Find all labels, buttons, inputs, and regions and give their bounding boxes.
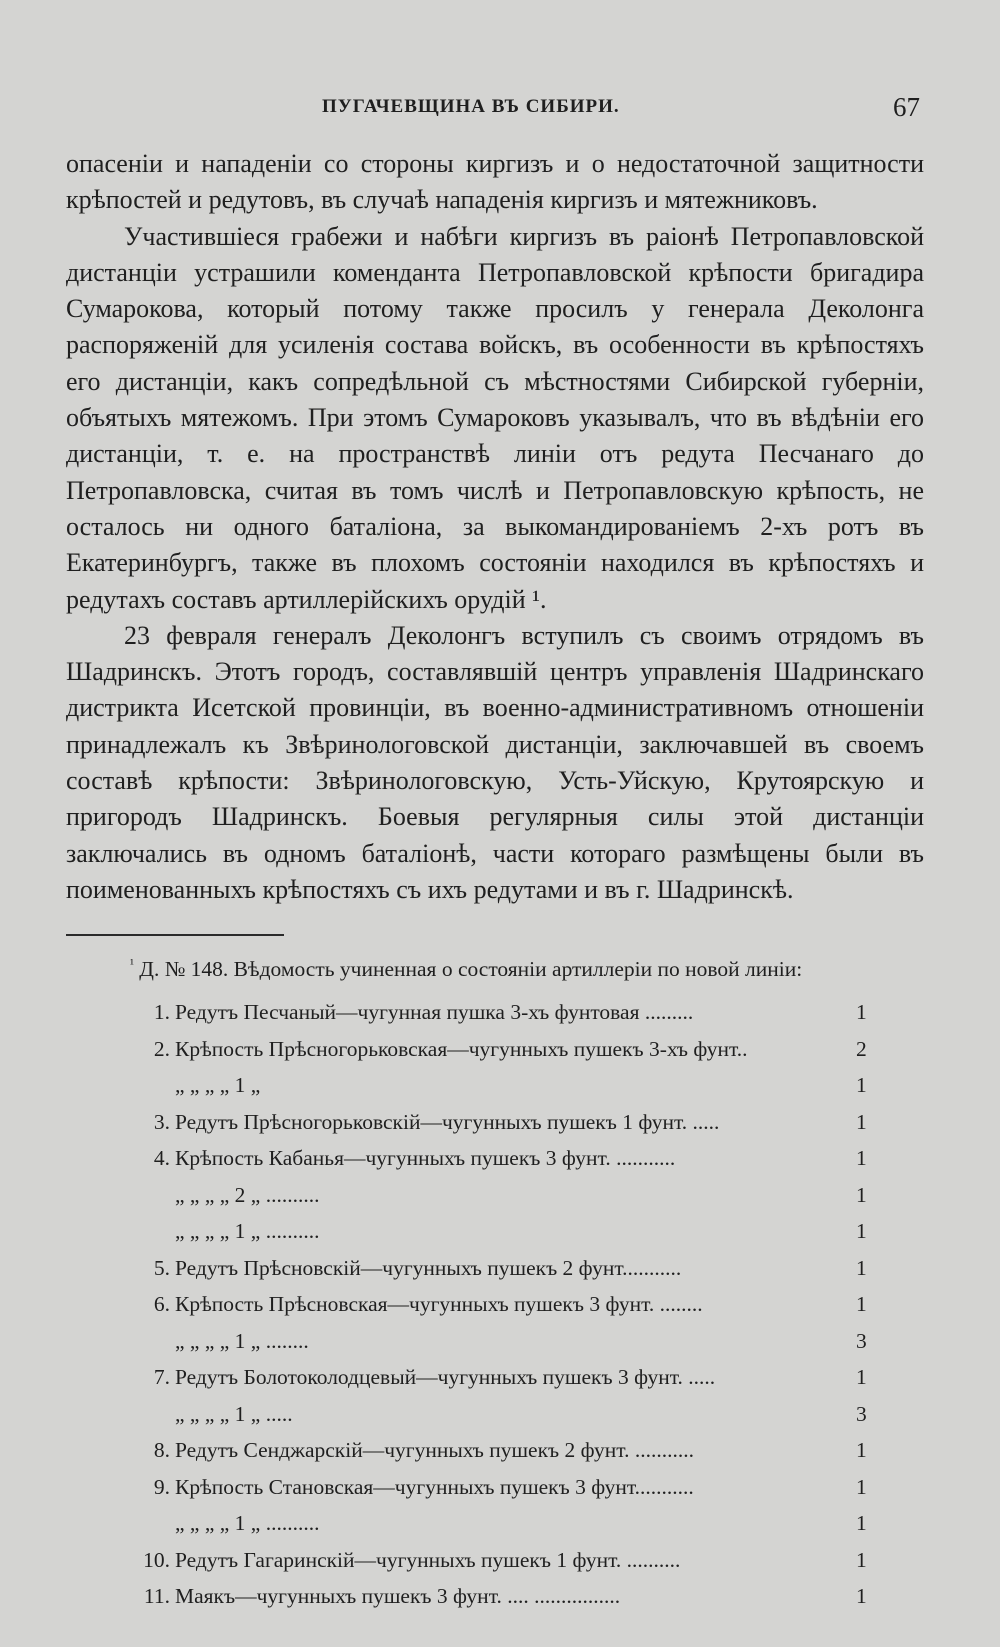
list-item (130, 1073, 930, 1110)
running-title: ПУГАЧЕВЩИНА ВЪ СИБИРИ. (322, 96, 620, 117)
list-item-count: 1 (856, 1292, 867, 1316)
list-item-count: 1 (856, 1547, 867, 1572)
list-item-text: „ „ „ „ 1 „ .......... (175, 1219, 320, 1243)
list-item-text: Крѣпость Кабанья—чугунныхъ пушекъ 3 фунт. ........... (175, 1146, 676, 1170)
list-item-number: 1. (153, 1000, 170, 1024)
list-item-text: Редутъ Сенджарскій—чугунныхъ пушекъ 2 фунт. ........... (175, 1438, 694, 1462)
list-item (130, 1329, 930, 1366)
list-item-count: 1 (856, 1474, 867, 1499)
list-item-count: 1 (856, 1073, 867, 1097)
list-item (130, 1183, 930, 1220)
list-item (130, 1000, 930, 1037)
body-text (66, 146, 924, 908)
list-item (130, 1475, 930, 1512)
artillery-list (130, 1000, 930, 1621)
list-item-count: 1 (856, 1255, 867, 1280)
page-number: 67 (893, 92, 920, 122)
page-header (0, 92, 1000, 128)
list-item-text: Редутъ Прѣсновскій—чугунныхъ пушекъ 2 фунт........... (175, 1255, 682, 1280)
paragraph: 23 февраля генералъ Деколонгъ вступилъ съ своимъ отрядомъ въ Шадринскъ. Этотъ городъ, составлявшій центръ управленія Шадринскаго дистрикта Исетской провинціи, въ военно-административномъ отношеніи принадлежалъ къ Звѣринологовской дистанціи, заключавшей въ своемъ составѣ крѣпости: Звѣринологовскую, Усть-Уйскую, Крутоярскую и пригородъ Шадринскъ. Боевыя регулярныя силы этой дистанціи заключались въ одномъ баталіонѣ, части котораго размѣщены были въ поименованныхъ крѣпостяхъ съ ихъ редутами и въ г. Шадринскѣ. (66, 620, 924, 904)
list-item (130, 1438, 930, 1475)
list-item-count: 3 (856, 1328, 867, 1353)
list-item-number: 10. (143, 1547, 170, 1572)
footnote-marker: ¹ (130, 956, 134, 971)
list-item (130, 1365, 930, 1402)
list-item (130, 1256, 930, 1293)
list-item (130, 1548, 930, 1585)
list-item-number: 3. (153, 1109, 170, 1134)
list-item-text: Маякъ—чугунныхъ пушекъ 3 фунт. .... ................ (175, 1584, 621, 1608)
list-item (130, 1110, 930, 1147)
footnote-divider (66, 934, 284, 936)
list-item (130, 1146, 930, 1183)
list-item-number: 8. (153, 1438, 170, 1462)
list-item-count: 1 (856, 1109, 867, 1134)
footnote-intro (130, 956, 930, 982)
list-item-count: 1 (856, 1511, 867, 1535)
list-item-count: 1 (856, 1219, 867, 1243)
list-item-count: 1 (856, 1182, 867, 1207)
list-item-text: Крѣпость Становская—чугунныхъ пушекъ 3 фунт........... (175, 1474, 694, 1499)
list-item-count: 1 (856, 1584, 867, 1608)
list-item-number: 7. (153, 1365, 170, 1389)
list-item (130, 1511, 930, 1548)
list-item-count: 1 (856, 1365, 867, 1389)
list-item-count: 1 (856, 1000, 867, 1024)
list-item-text: „ „ „ „ 1 „ .......... (175, 1511, 320, 1535)
list-item (130, 1219, 930, 1256)
list-item-number: 2. (153, 1036, 170, 1061)
paragraph: Участившіеся грабежи и набѣги киргизъ въ раіонѣ Петропавловской дистанціи устрашили коменданта Петропавловской крѣпости бригадира Сумарокова, который потому также просилъ у генерала Деколонга распоряженій для усиленія состава войскъ, въ особенности въ крѣпостяхъ его дистанціи, какъ сопредѣльной съ мѣстностями Сибирской губерніи, объятыхъ мятежомъ. При этомъ Сумароковъ указывалъ, что въ вѣдѣніи его дистанціи, т. е. на пространствѣ линіи отъ редута Песчанаго до Петропавловска, считая въ томъ числѣ и Петропавловскую крѣпость, не осталось ни одного баталіона, за выкомандированіемъ 2-хъ ротъ въ Екатеринбургъ, также въ плохомъ состояніи находился въ крѣпостяхъ и редутахъ составъ артиллерійскихъ орудій ¹. (66, 221, 924, 614)
list-item-text: „ „ „ „ 2 „ .......... (175, 1182, 320, 1207)
list-item-text: „ „ „ „ 1 „ (175, 1073, 261, 1097)
list-item-count: 1 (856, 1146, 867, 1170)
list-item-count: 3 (856, 1401, 867, 1426)
list-item-number: 9. (153, 1474, 170, 1499)
paragraph: опасеніи и нападеніи со стороны киргизъ и о недостаточной защитности крѣпостей и редутовъ, въ случаѣ нападенія киргизъ и мятежниковъ. (66, 149, 924, 215)
list-item-text: „ „ „ „ 1 „ ........ (175, 1328, 309, 1353)
list-item-number: 4. (153, 1146, 170, 1170)
list-item-text: Редутъ Гагаринскій—чугунныхъ пушекъ 1 фунт. .......... (175, 1547, 681, 1572)
list-item (130, 1292, 930, 1329)
list-item-text: Редутъ Болотоколодцевый—чугунныхъ пушекъ 3 фунт. ..... (175, 1365, 716, 1389)
list-item-number: 5. (153, 1255, 170, 1280)
list-item-text: „ „ „ „ 1 „ ..... (175, 1401, 293, 1426)
list-item (130, 1584, 930, 1621)
list-item (130, 1402, 930, 1439)
list-item-text: Крѣпость Прѣсногорьковская—чугунныхъ пушекъ 3-хъ фунт.. (175, 1036, 748, 1061)
list-item-text: Редутъ Песчаный—чугунная пушка 3-хъ фунтовая ......... (175, 1000, 694, 1024)
list-item-text: Крѣпость Прѣсновская—чугунныхъ пушекъ 3 фунт. ........ (175, 1292, 703, 1316)
footnote-intro-text: Д. № 148. Вѣдомость учиненная о состояніи артиллеріи по новой линіи: (139, 957, 803, 982)
list-item-text: Редутъ Прѣсногорьковскій—чугунныхъ пушекъ 1 фунт. ..... (175, 1109, 720, 1134)
list-item-count: 2 (856, 1036, 867, 1061)
list-item (130, 1037, 930, 1074)
list-item-number: 6. (153, 1292, 170, 1316)
list-item-number: 11. (143, 1584, 170, 1608)
list-item-count: 1 (856, 1438, 867, 1462)
